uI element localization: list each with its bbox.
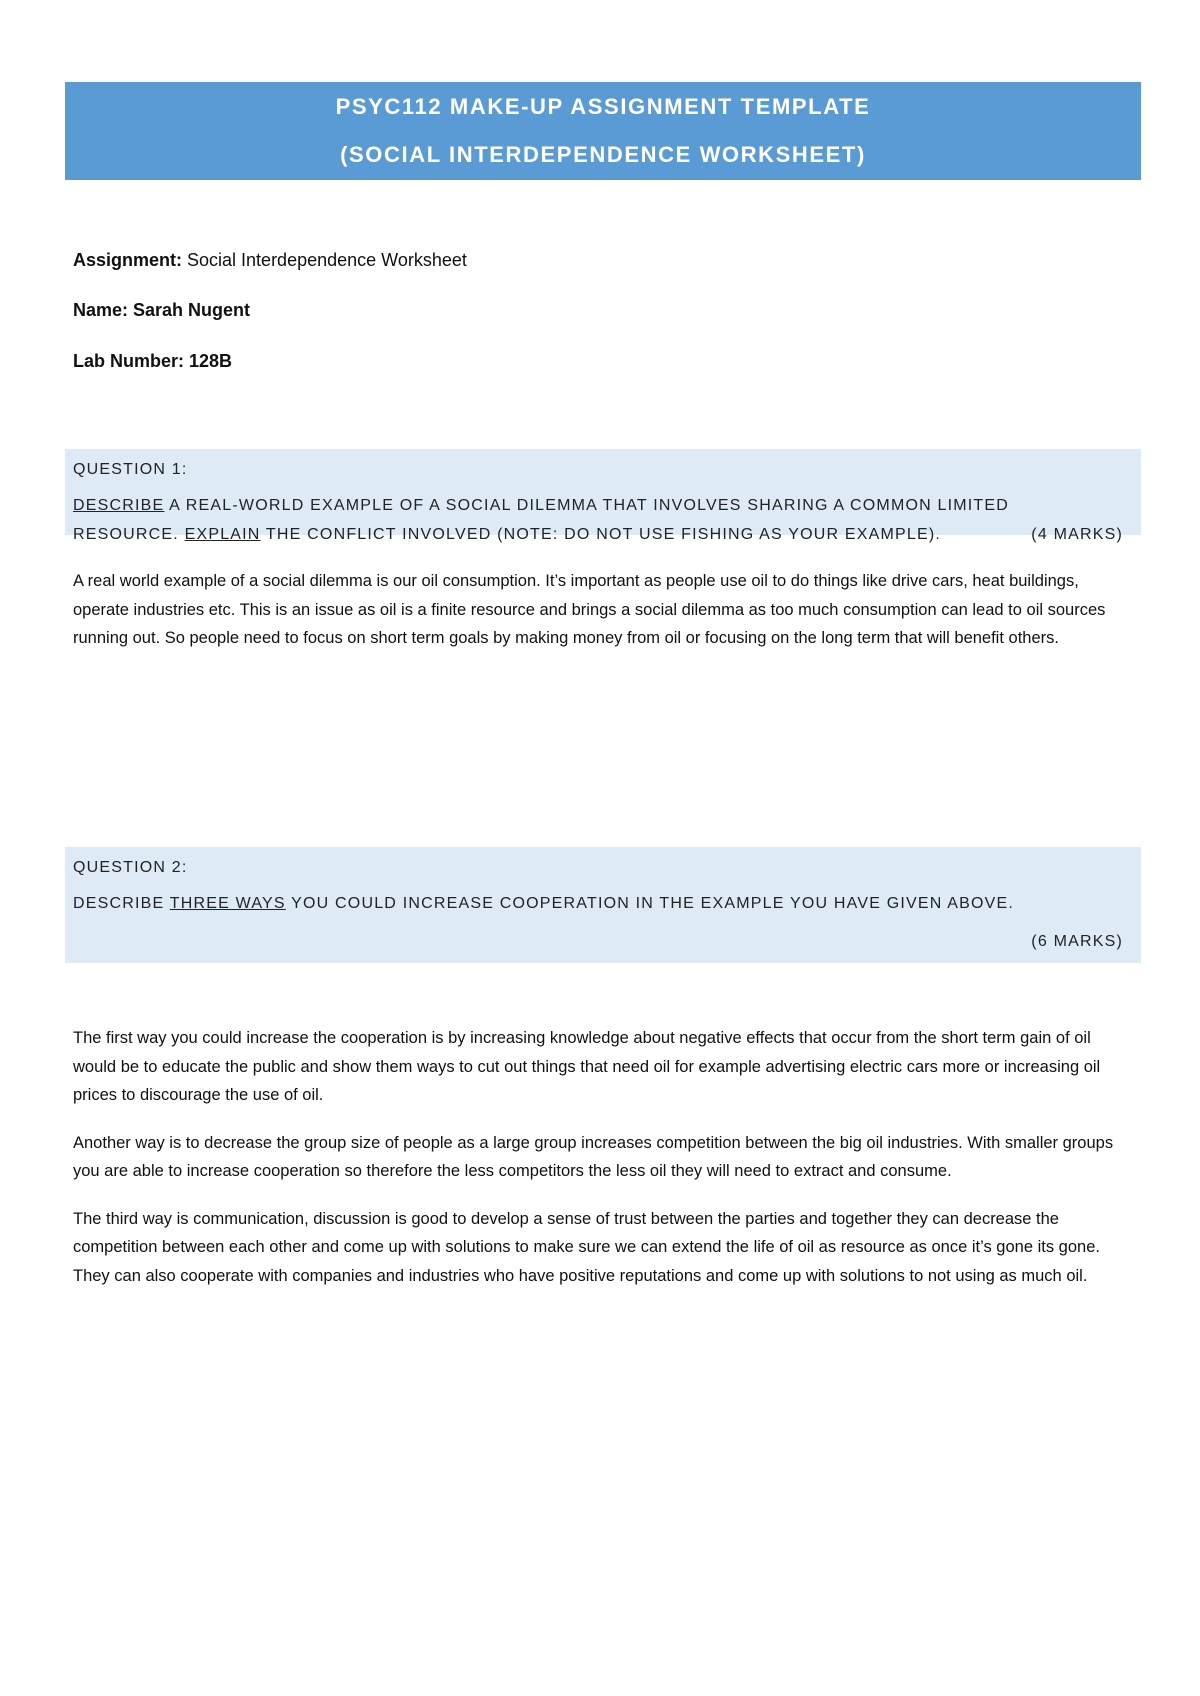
student-name-text: Name: Sarah Nugent [73, 300, 251, 320]
question-2-marks: (6 MARKS) [1031, 933, 1123, 950]
question-2-answer-paragraph-3: The third way is communication, discussion is good to develop a sense of trust between the parties and together they can decrease the competition between each other and come up with solutions to make sure we can extend the life of oil as resource as once it’s gone its gone. They can also cooperate with companies and industries who have positive reputations and come up with solutions to not using as much oil. [73, 1209, 1100, 1285]
question-1-keyword-describe: DESCRIBE [73, 497, 165, 514]
assignment-value: Social Interdependence Worksheet [182, 250, 467, 270]
lab-number [73, 351, 232, 372]
assignment-label: Assignment: [73, 250, 183, 270]
question-1-line-1 [73, 497, 1123, 515]
question-1-marks: (4 MARKS) [1031, 526, 1123, 543]
question-1-heading: QUESTION 1: [73, 461, 188, 478]
question-1-keyword-explain: EXPLAIN [184, 526, 261, 543]
question-2-line-1 [73, 895, 1123, 913]
question-1-box [65, 449, 1141, 543]
question-2-text-2: YOU COULD INCREASE COOPERATION IN THE EXAMPLE YOU HAVE GIVEN ABOVE. [285, 895, 1015, 912]
lab-number-text: Lab Number: 128B [73, 351, 233, 371]
title-banner [65, 82, 1141, 180]
question-2-keyword-three-ways: THREE WAYS [169, 895, 286, 912]
question-1-answer [73, 567, 1133, 653]
question-1-text-1: A REAL-WORLD EXAMPLE OF A SOCIAL DILEMMA THAT INVOLVES SHARING A COMMON LIMITED [164, 497, 1010, 514]
question-1-line-2 [73, 526, 1123, 544]
question-2-box [65, 847, 1141, 963]
question-2-text-1: DESCRIBE [73, 895, 170, 912]
question-1-text-2: RESOURCE. [73, 526, 185, 543]
assignment-line [73, 250, 467, 271]
student-name [73, 300, 250, 321]
document-subtitle: (SOCIAL INTERDEPENDENCE WORKSHEET) [340, 142, 866, 167]
question-2-answer [73, 1024, 1133, 1290]
question-2-answer-paragraph-2: Another way is to decrease the group size of people as a large group increases competition between the big oil industries. With smaller groups you are able to increase cooperation so therefore the less competitors the less oil they will need to extract and consume. [73, 1133, 1114, 1180]
question-1-answer-text: A real world example of a social dilemma is our oil consumption. It’s important as people use oil to do things like drive cars, heat buildings, operate industries etc. This is an issue as oil is a finite resource and brings a social dilemma as too much consumption can lead to oil sources running out. So people need to focus on short term goals by making money from oil or focusing on the long term that will benefit others. [73, 572, 1106, 647]
document-title: PSYC112 MAKE-UP ASSIGNMENT TEMPLATE [335, 94, 871, 119]
question-2-heading: QUESTION 2: [73, 859, 188, 876]
question-2-answer-paragraph-1: The first way you could increase the cooperation is by increasing knowledge about negative effects that occur from the short term gain of oil would be to educate the public and show them ways to cut out things that need oil for example advertising electric cars more or increasing oil prices to discourage the use of oil. [73, 1029, 1101, 1104]
question-1-text-3: THE CONFLICT INVOLVED (NOTE: DO NOT USE FISHING AS YOUR EXAMPLE). [260, 526, 942, 543]
